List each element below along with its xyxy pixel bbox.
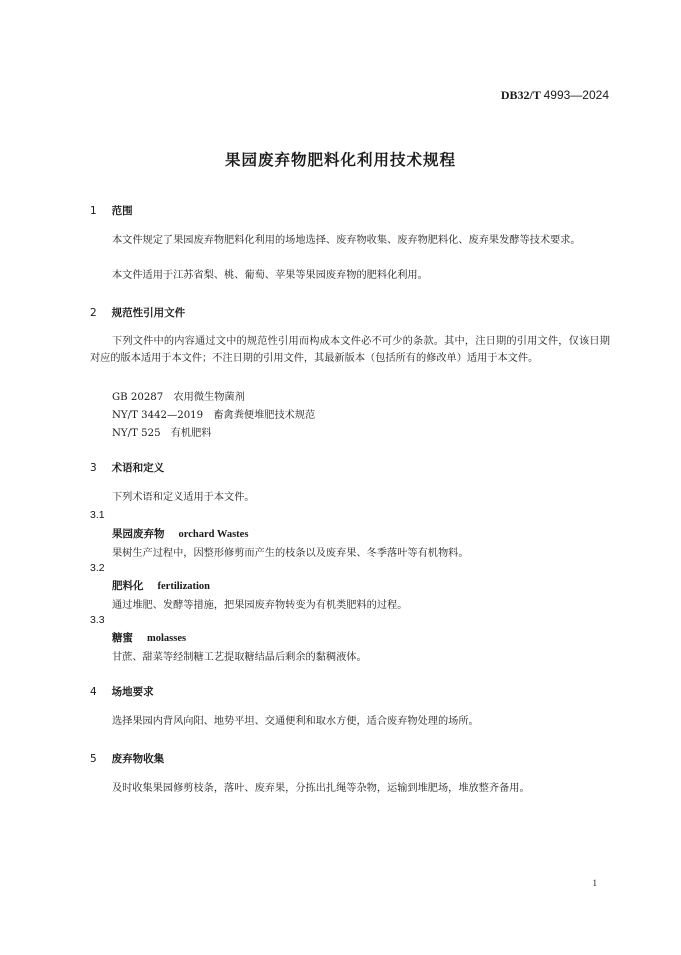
term-english: fertilization	[157, 581, 210, 592]
section-2-heading	[90, 305, 185, 320]
term-definition: 甘蔗、甜菜等经制糖工艺提取糖结晶后剩余的黏稠液体。	[112, 652, 367, 663]
section-title: 废弃物收集	[111, 753, 165, 765]
term-english: molasses	[147, 633, 187, 644]
section-number: 5	[90, 753, 97, 765]
term-number: 3.2	[90, 562, 105, 574]
standard-code	[501, 88, 609, 103]
term-heading	[112, 630, 186, 645]
section-title: 规范性引用文件	[111, 307, 186, 319]
section-2-paragraph-1: 下列文件中的内容通过文中的规范性引用而构成本文件必不可少的条款。其中，注日期的引用文件，仅该日期对应的版本适用于本文件；不注日期的引用文件，其最新版本（包括所有的修改单）适用于本文件。	[90, 336, 610, 364]
section-5-heading	[90, 751, 164, 766]
term-chinese: 糖蜜	[112, 632, 133, 644]
section-4-paragraph-1: 选择果园内背风向阳、地势平坦、交通便利和取水方便，适合废弃物处理的场所。	[112, 716, 479, 727]
term-definition: 果树生产过程中，因整形修剪而产生的枝条以及废弃果、冬季落叶等有机物料。	[112, 548, 469, 559]
section-1-heading	[90, 203, 133, 218]
section-4-heading	[90, 684, 154, 699]
section-3-heading	[90, 460, 164, 475]
section-number: 3	[90, 462, 97, 474]
section-5-paragraph-1: 及时收集果园修剪枝条，落叶、废弃果，分拣出扎绳等杂物，运输到堆肥场，堆放整齐备用。	[112, 783, 530, 794]
section-title: 术语和定义	[111, 462, 165, 474]
page-number: 1	[592, 878, 597, 888]
reference-item: GB 20287 农用微生物菌剂	[112, 392, 245, 403]
term-english: orchard Wastes	[178, 529, 249, 540]
standard-code-number: 4993—2024	[543, 88, 609, 102]
term-number: 3.3	[90, 614, 105, 626]
term-chinese: 果园废弃物	[112, 528, 165, 540]
term-chinese: 肥料化	[112, 580, 144, 592]
reference-item: NY/T 525 有机肥料	[112, 428, 212, 439]
section-title: 范围	[111, 205, 133, 217]
section-1-paragraph-1: 本文件规定了果园废弃物肥料化利用的场地选择、废弃物收集、废弃物肥料化、废弃果发酵等技术要求。	[112, 235, 581, 246]
section-1-paragraph-2: 本文件适用于江苏省梨、桃、葡萄、苹果等果园废弃物的肥料化利用。	[112, 270, 428, 281]
term-number: 3.1	[90, 509, 105, 521]
section-title: 场地要求	[111, 686, 154, 698]
section-number: 2	[90, 307, 97, 319]
section-number: 1	[90, 205, 97, 217]
document-title: 果园废弃物肥料化利用技术规程	[224, 151, 456, 169]
section-3-paragraph-1: 下列术语和定义适用于本文件。	[112, 492, 255, 503]
term-heading	[112, 526, 248, 541]
term-heading	[112, 578, 210, 593]
section-number: 4	[90, 686, 97, 698]
reference-item: NY/T 3442—2019 畜禽粪便堆肥技术规范	[112, 410, 316, 421]
standard-code-prefix: DB32/T	[500, 88, 541, 102]
term-definition: 通过堆肥、发酵等措施，把果园废弃物转变为有机类肥料的过程。	[112, 600, 408, 611]
